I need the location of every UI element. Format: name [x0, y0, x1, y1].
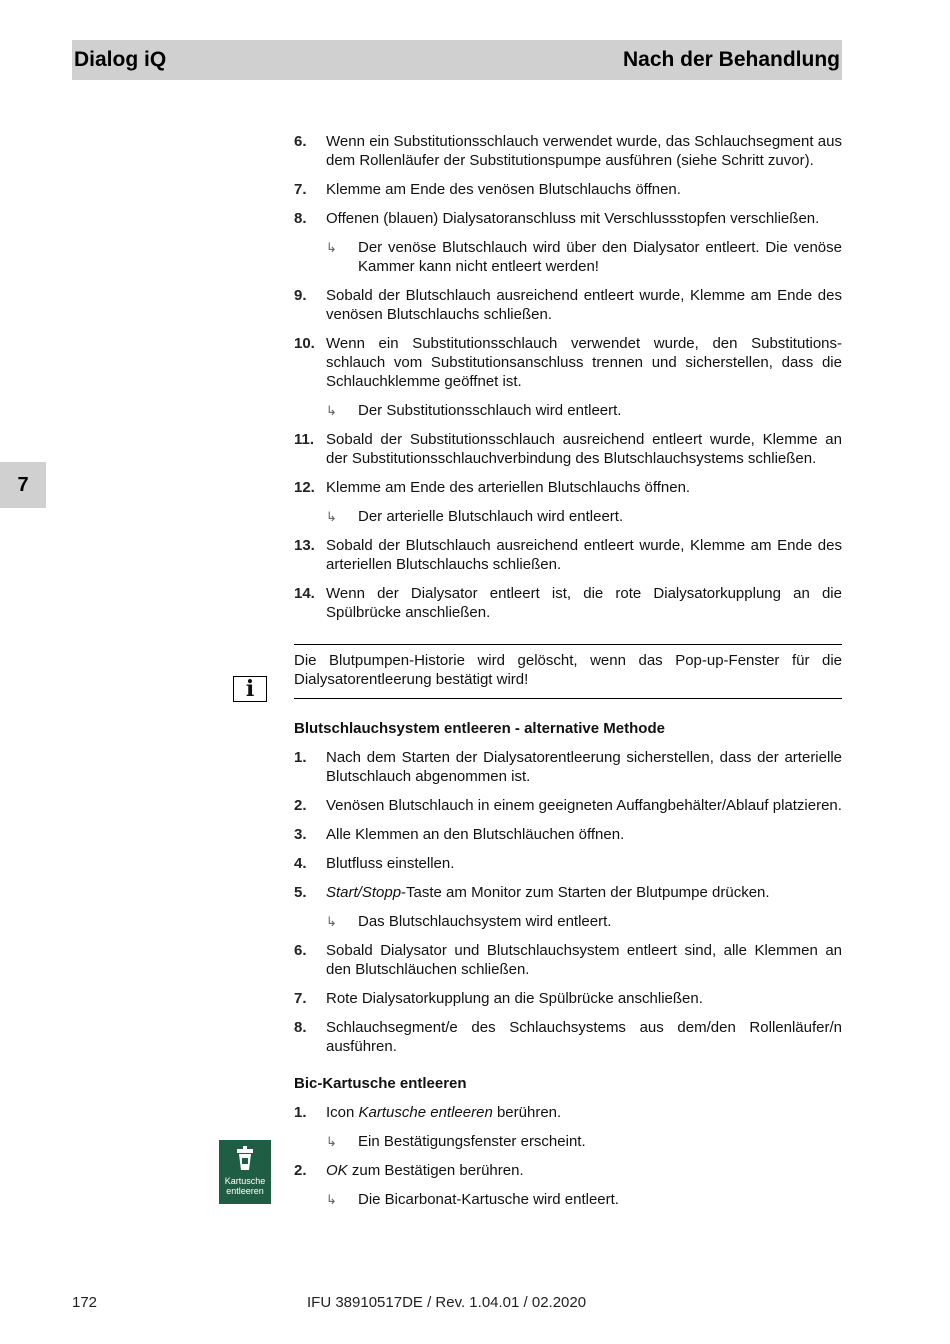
- step-text-body: Sobald der Blutschlauch ausreichend entleert wurde, Klemme am Ende des arteriellen Blutschlauchs schließen.: [326, 537, 842, 573]
- step-number: 9.: [294, 287, 307, 304]
- step-number: 1.: [294, 749, 307, 766]
- step-text-body: Venösen Blutschlauch in einem geeigneten Auffangbehälter/Ablauf platzieren.: [326, 797, 842, 814]
- kartusche-icon-label-line2: entleeren: [226, 1186, 264, 1196]
- list-item: [294, 1161, 842, 1180]
- info-icon: i: [233, 676, 267, 702]
- document-reference: IFU 38910517DE / Rev. 1.04.01 / 02.2020: [307, 1294, 587, 1311]
- step-text: [326, 430, 842, 468]
- step-text-post: zum Bestätigen berühren.: [347, 1162, 524, 1179]
- step-text-body: Blutfluss einstellen.: [326, 855, 455, 872]
- step-text-post: berühren.: [492, 1104, 562, 1121]
- list-item: [294, 334, 842, 391]
- step-text: [326, 825, 842, 844]
- step-number: 13.: [294, 537, 315, 554]
- step-result-text: Der Substitutionsschlauch wird entleert.: [358, 402, 622, 419]
- step-number: 14.: [294, 585, 315, 602]
- step-number: 11.: [294, 431, 315, 448]
- list-item: [294, 1018, 842, 1056]
- step-text-emphasis: Start/Stopp: [326, 884, 402, 901]
- step-text-body: Rote Dialysatorkupplung an die Spülbrücke anschließen.: [326, 990, 703, 1007]
- list-item: [294, 430, 842, 468]
- kartusche-icon-label: [225, 1176, 266, 1196]
- list-item: [294, 825, 842, 844]
- result-arrow-icon: ↳: [326, 403, 337, 418]
- step-text-body: Wenn der Dialysator entleert ist, die rote Dialysatorkupplung an die Spülbrücke anschließen.: [326, 585, 842, 621]
- step-text-body: Alle Klemmen an den Blutschläuchen öffnen.: [326, 826, 625, 843]
- step-text-body: Sobald der Substitutionsschlauch ausreichend entleert wurde, Klemme an der Substitutionsschlauchverbindung des Blutschlauchsystems schließen.: [326, 431, 842, 467]
- step-number: 5.: [294, 884, 307, 901]
- list-item: [294, 796, 842, 815]
- list-item: [294, 132, 842, 170]
- step-text-body: Offenen (blauen) Dialysatoranschluss mit Verschlussstopfen verschließen.: [326, 210, 820, 227]
- list-item: [294, 286, 842, 324]
- step-number: 2.: [294, 797, 307, 814]
- step-number: 6.: [294, 942, 307, 959]
- result-arrow-icon: ↳: [326, 1134, 337, 1149]
- step-text: [326, 941, 842, 979]
- step-result: [326, 912, 842, 931]
- step-list-alternative: [294, 748, 842, 1056]
- list-item: [294, 1103, 842, 1122]
- step-text-body: -Taste am Monitor zum Starten der Blutpumpe drücken.: [401, 884, 770, 901]
- step-number: 4.: [294, 855, 307, 872]
- list-item: [294, 854, 842, 873]
- step-text: [326, 536, 842, 574]
- step-text: [326, 1103, 842, 1122]
- step-text-body: Wenn ein Substitutionsschlauch verwendet wurde, das Schlauchsegment aus dem Rollenläufer der Substitutionspumpe ausführen (siehe Schritt zuvor).: [326, 133, 842, 169]
- kartusche-icon-label-line1: Kartusche: [224, 1176, 266, 1186]
- list-item: [294, 941, 842, 979]
- step-text: [326, 584, 842, 622]
- step-list-bic: [294, 1103, 842, 1209]
- step-number: 2.: [294, 1162, 307, 1179]
- info-note: Die Blutpumpen-Historie wird gelöscht, wenn das Pop-up-Fenster für die Dialysatorentleerung bestätigt wird!: [294, 644, 842, 699]
- step-number: 8.: [294, 1019, 307, 1036]
- step-number: 7.: [294, 990, 307, 1007]
- list-item: [294, 478, 842, 497]
- list-item: [294, 748, 842, 786]
- step-text: [326, 748, 842, 786]
- step-list-dialysator: [294, 132, 842, 622]
- main-content: [294, 132, 842, 1219]
- step-result-text: Ein Bestätigungsfenster erscheint.: [358, 1133, 586, 1150]
- step-text: [326, 132, 842, 170]
- step-result: [326, 401, 842, 420]
- step-result: [326, 507, 842, 526]
- list-item: [294, 180, 842, 199]
- step-text: [326, 883, 842, 902]
- step-text: [326, 209, 842, 228]
- step-number: 3.: [294, 826, 307, 843]
- list-item: [294, 209, 842, 228]
- step-text: [326, 854, 842, 873]
- kartusche-entleeren-icon: [219, 1140, 271, 1204]
- step-text-body: Sobald Dialysator und Blutschlauchsystem entleert sind, alle Klemmen an den Blutschläuchen schließen.: [326, 942, 842, 978]
- step-result: [326, 1190, 842, 1209]
- step-result-text: Die Bicarbonat-Kartusche wird entleert.: [358, 1191, 619, 1208]
- step-result-text: Das Blutschlauchsystem wird entleert.: [358, 913, 612, 930]
- step-text: [326, 1018, 842, 1056]
- step-text-emphasis: Kartusche entleeren: [358, 1104, 493, 1121]
- step-number: 10.: [294, 335, 315, 352]
- step-text: [326, 334, 842, 391]
- step-result: [326, 238, 842, 276]
- step-text-emphasis: OK: [326, 1162, 348, 1179]
- step-text-body: Klemme am Ende des arteriellen Blutschlauchs öffnen.: [326, 479, 691, 496]
- chapter-tab: 7: [0, 462, 46, 508]
- step-text: [326, 286, 842, 324]
- result-arrow-icon: ↳: [326, 1192, 337, 1207]
- header-chapter-title: Nach der Behandlung: [622, 48, 840, 71]
- result-arrow-icon: ↳: [326, 240, 337, 255]
- step-result-text: Der venöse Blutschlauch wird über den Dialysator entleert. Die venöse Kammer kann nicht entleert werden!: [358, 239, 842, 275]
- step-text-body: Schlauchsegment/e des Schlauchsystems aus dem/den Rollenläufer/n ausführen.: [326, 1019, 842, 1055]
- list-item: [294, 989, 842, 1008]
- step-text: [326, 989, 842, 1008]
- page-header: [72, 40, 842, 80]
- step-result: [326, 1132, 842, 1151]
- step-text: [326, 180, 842, 199]
- result-arrow-icon: ↳: [326, 509, 337, 524]
- step-number: 7.: [294, 181, 307, 198]
- list-item: [294, 584, 842, 622]
- step-text-body: Wenn ein Substitutionsschlauch verwendet wurde, den Substitutions-schlauch vom Substitutionsanschluss trennen und sicherstellen, dass die Schlauchklemme geöffnet ist.: [326, 335, 842, 390]
- step-text: [326, 478, 842, 497]
- list-item: [294, 536, 842, 574]
- step-result-text: Der arterielle Blutschlauch wird entleert.: [358, 508, 624, 525]
- step-text: [326, 796, 842, 815]
- section-heading-alternative: Blutschlauchsystem entleeren - alternative Methode: [294, 720, 665, 737]
- step-text-body: Sobald der Blutschlauch ausreichend entleert wurde, Klemme am Ende des venösen Blutschlauchs schließen.: [326, 287, 842, 323]
- header-product-title: Dialog iQ: [74, 48, 167, 71]
- result-arrow-icon: ↳: [326, 914, 337, 929]
- step-number: 8.: [294, 210, 307, 227]
- step-number: 6.: [294, 133, 307, 150]
- step-text: [326, 1161, 842, 1180]
- step-number: 1.: [294, 1104, 307, 1121]
- step-text-body: Klemme am Ende des venösen Blutschlauchs öffnen.: [326, 181, 681, 198]
- section-heading-bic: Bic-Kartusche entleeren: [294, 1075, 467, 1092]
- step-text-body: Nach dem Starten der Dialysatorentleerung sicherstellen, dass der arterielle Blutschlauch abgenommen ist.: [326, 749, 842, 785]
- step-number: 12.: [294, 479, 315, 496]
- list-item: [294, 883, 842, 902]
- cartridge-icon: [234, 1146, 256, 1174]
- step-text-pre: Icon: [326, 1104, 359, 1121]
- page-number: 172: [72, 1294, 98, 1311]
